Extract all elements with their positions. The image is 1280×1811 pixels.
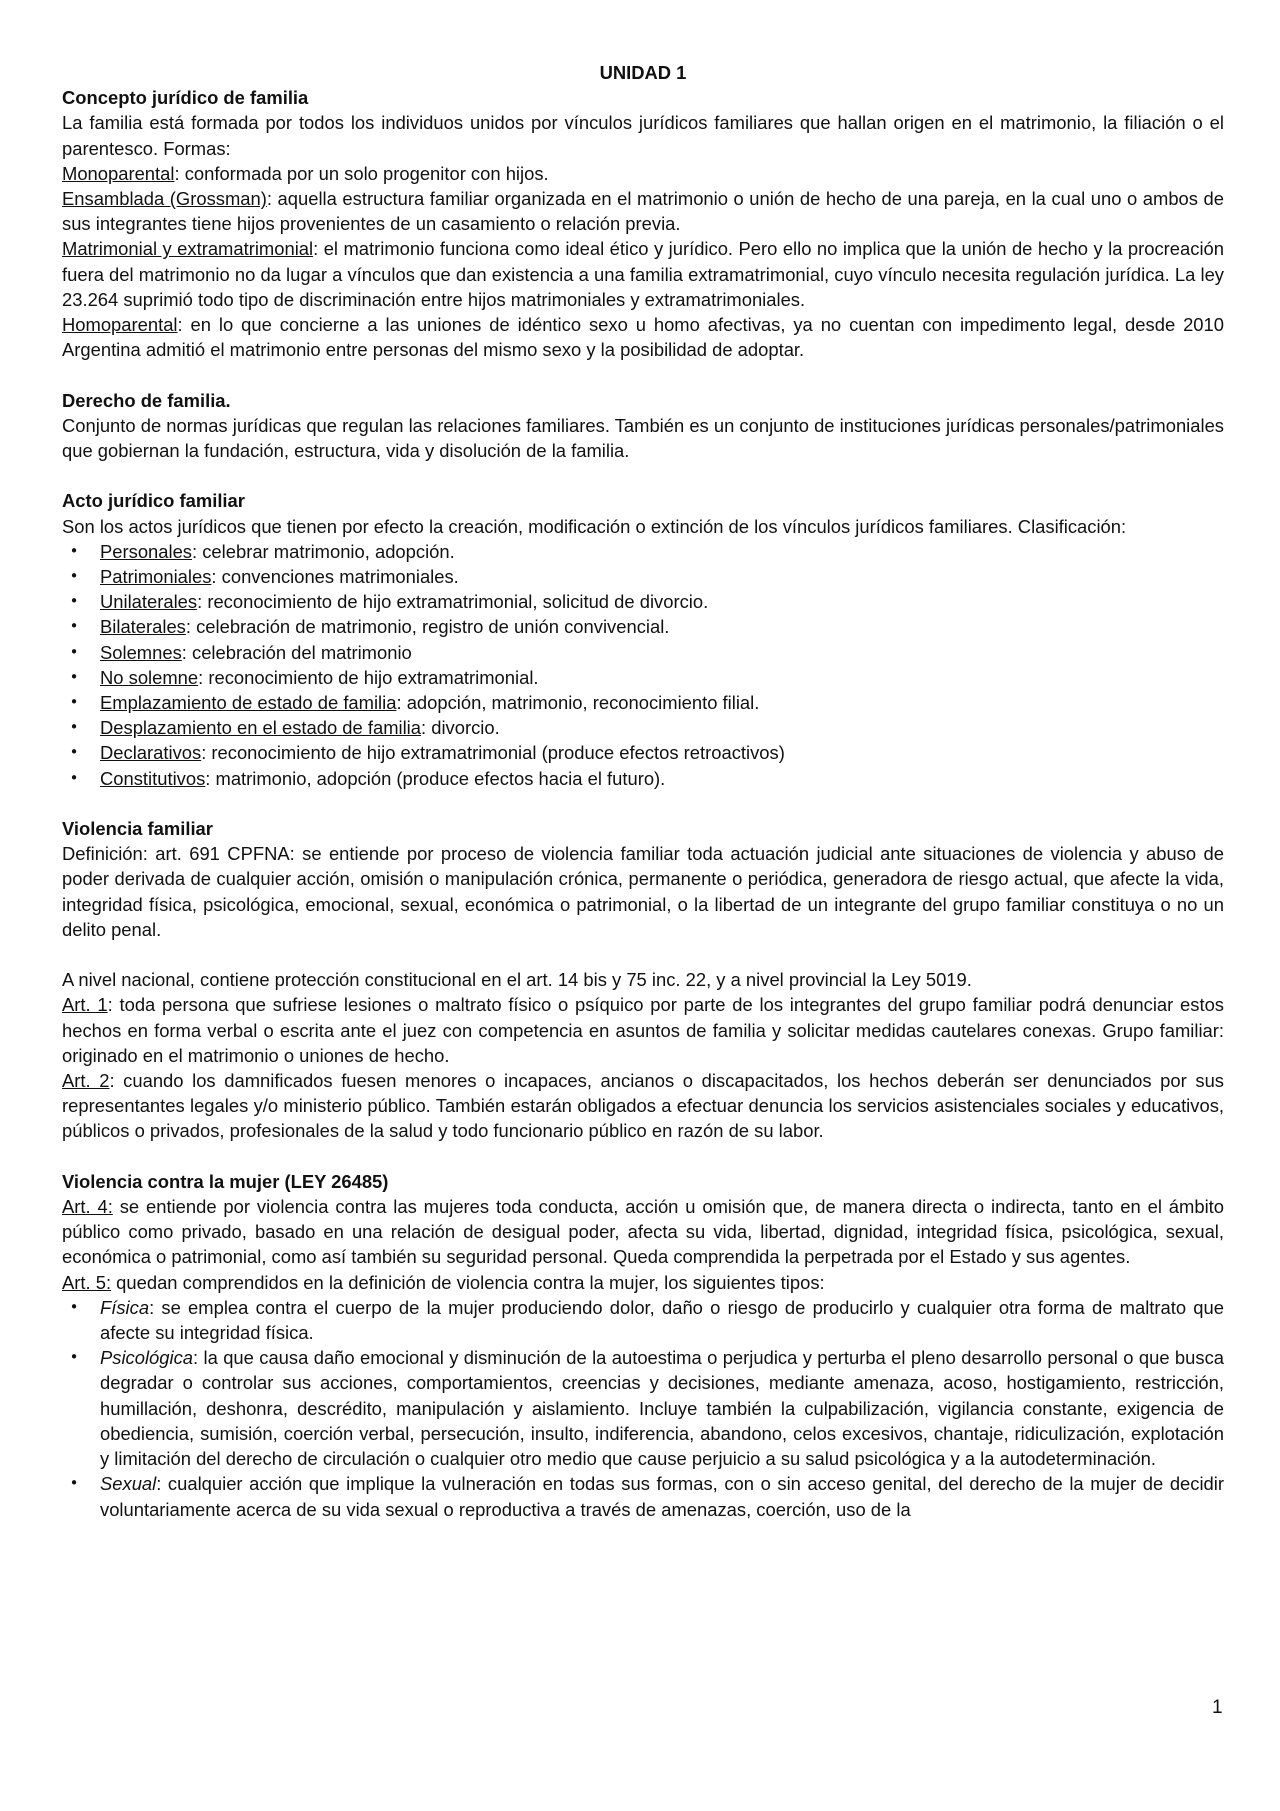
bullet-icon: • xyxy=(69,667,79,686)
definition-text: : el matrimonio funciona como ideal ético y jurídico. Pero ello no implica que la unión de hecho y la procreación fuera del matrimonio no da lugar a vínculos que dan existencia a una familia extramatrimonial, cuyo vínculo necesita regulación jurídica. La ley 23.264 suprimió todo tipo de discriminación entre hijos matrimoniales y extramatrimoniales. xyxy=(62,238,1224,310)
list-item-term: Emplazamiento de estado de familia xyxy=(100,692,397,714)
definition-homoparental xyxy=(62,312,1224,362)
list-item-text: : celebración de matrimonio, registro de unión convivencial. xyxy=(185,616,670,638)
paragraph-derecho-familia: Conjunto de normas jurídicas que regulan las relaciones familiares. También es un conjunto de instituciones jurídicas personales/patrimoniales que gobiernan la fundación, estructura, vida y disolución de la familia. xyxy=(62,414,1224,462)
list-item xyxy=(62,589,1224,614)
list-item xyxy=(62,715,1224,740)
heading-violencia-familiar: Violencia familiar xyxy=(62,818,213,840)
heading-concepto-juridico: Concepto jurídico de familia xyxy=(62,87,309,109)
article-label: Art. 1 xyxy=(62,994,108,1016)
list-item xyxy=(62,665,1224,690)
list-item-term: Física xyxy=(100,1296,150,1318)
term-ensamblada: Ensamblada (Grossman) xyxy=(62,188,267,210)
spacer xyxy=(62,791,1224,816)
list-item-term: Desplazamiento en el estado de familia xyxy=(100,717,422,739)
list-item-text: : convenciones matrimoniales. xyxy=(211,566,459,588)
list-item-term: Personales xyxy=(100,540,193,562)
list-item-term: No solemne xyxy=(100,666,199,688)
paragraph-nivel-nacional: A nivel nacional, contiene protección constitucional en el art. 14 bis y 75 inc. 22, y a nivel provincial la Ley 5019. xyxy=(62,969,972,991)
list-item-text: : celebración del matrimonio xyxy=(181,641,412,663)
list-item xyxy=(62,740,1224,765)
spacer xyxy=(62,362,1224,387)
document-page xyxy=(62,60,1224,1522)
paragraph-art-4 xyxy=(62,1194,1224,1270)
paragraph-definicion: Definición: art. 691 CPFNA: se entiende por proceso de violencia familiar toda actuación judicial ante situaciones de violencia y abuso de poder derivada de cualquier acción, omisión o manipulación crónica, permanente o periódica, generadora de riesgo actual, que afecte la vida, integridad física, psicológica, emocional, sexual, económica o patrimonial, o la libertad de un integrante del grupo familiar constituya o no un delito penal. xyxy=(62,843,1224,940)
list-item-text: : cualquier acción que implique la vulneración en todas sus formas, con o sin acceso genital, del derecho de la mujer de decidir voluntariamente acerca de su vida sexual o reproductiva a través de amenazas, coerción, uso de la xyxy=(100,1473,1224,1520)
term-matrimonial: Matrimonial y extramatrimonial xyxy=(62,238,314,260)
violence-types-list xyxy=(62,1295,1224,1522)
bullet-icon: • xyxy=(69,1474,79,1493)
article-text: : toda persona que sufriese lesiones o maltrato físico o psíquico por parte de los integrantes del grupo familiar podrá denunciar estos hechos en forma verbal o escrita ante el juez con competencia en asuntos de familia y solicitar medidas cautelares conexas. Grupo familiar: originado en el matrimonio o uniones de hecho. xyxy=(62,994,1224,1066)
bullet-icon: • xyxy=(69,768,79,787)
spacer xyxy=(62,1144,1224,1169)
list-item-text: : divorcio. xyxy=(421,717,500,739)
definition-matrimonial xyxy=(62,236,1224,312)
definition-monoparental xyxy=(62,161,1224,186)
list-item xyxy=(62,1471,1224,1521)
definition-text: : en lo que concierne a las uniones de idéntico sexo u homo afectivas, ya no cuentan con impedimento legal, desde 2010 Argentina admitió el matrimonio entre personas del mismo sexo y la posibilidad de adoptar. xyxy=(62,314,1224,361)
list-item-term: Constitutivos xyxy=(100,767,206,789)
article-text: quedan comprendidos en la definición de violencia contra la mujer, los siguientes tipos: xyxy=(111,1271,825,1293)
list-item xyxy=(62,539,1224,564)
list-item-term: Bilaterales xyxy=(100,616,186,638)
paragraph-art-1 xyxy=(62,992,1224,1068)
term-monoparental: Monoparental xyxy=(62,162,175,184)
paragraph-art-2 xyxy=(62,1068,1224,1144)
list-item-text: : matrimonio, adopción (produce efectos hacia el futuro). xyxy=(205,767,666,789)
definition-ensamblada xyxy=(62,186,1224,236)
paragraph-art-5 xyxy=(62,1270,1224,1295)
list-item-term: Solemnes xyxy=(100,641,182,663)
list-item-text: : reconocimiento de hijo extramatrimonial. xyxy=(198,666,539,688)
article-label: Art. 4: xyxy=(62,1196,113,1218)
bullet-icon: • xyxy=(69,718,79,737)
list-item xyxy=(62,614,1224,639)
list-item-term: Declarativos xyxy=(100,742,202,764)
list-item-term: Unilaterales xyxy=(100,591,198,613)
list-item-text: : se emplea contra el cuerpo de la mujer produciendo dolor, daño o riesgo de producirlo y cualquier otra forma de maltrato que afecte su integridad física. xyxy=(100,1296,1224,1344)
list-item xyxy=(62,1295,1224,1345)
page-number: 1 xyxy=(1212,1697,1223,1718)
spacer xyxy=(62,463,1224,488)
classification-list xyxy=(62,539,1224,791)
list-item xyxy=(62,766,1224,791)
definition-text: : conformada por un solo progenitor con hijos. xyxy=(174,162,549,184)
list-item xyxy=(62,1345,1224,1471)
article-text: se entiende por violencia contra las mujeres toda conducta, acción u omisión que, de manera directa o indirecta, tanto en el ámbito público como privado, basado en una relación de desigual poder, afecta su vida, libertad, dignidad, integridad física, psicológica, sexual, económica o patrimonial, como así también su seguridad personal. Queda comprendida la perpetrada por el Estado y sus agentes. xyxy=(62,1196,1224,1268)
list-item xyxy=(62,564,1224,589)
paragraph-acto-intro: Son los actos jurídicos que tienen por efecto la creación, modificación o extinción de los vínculos jurídicos familiares. Clasificación: xyxy=(62,515,1127,537)
bullet-icon: • xyxy=(69,1297,79,1316)
bullet-icon: • xyxy=(69,743,79,762)
bullet-icon: • xyxy=(69,567,79,586)
page-title: UNIDAD 1 xyxy=(599,62,687,83)
heading-violencia-mujer: Violencia contra la mujer (LEY 26485) xyxy=(62,1170,389,1192)
list-item-term: Sexual xyxy=(100,1473,157,1495)
list-item xyxy=(62,690,1224,715)
article-text: : cuando los damnificados fuesen menores o incapaces, ancianos o discapacitados, los hechos deberán ser denunciados por sus representantes legales y/o ministerio público. También estarán obligados a efectuar denuncia los servicios asistenciales sociales y educativos, públicos o privados, profesionales de la salud y todo funcionario público en razón de su labor. xyxy=(62,1070,1224,1142)
heading-derecho-familia: Derecho de familia. xyxy=(62,389,231,411)
bullet-icon: • xyxy=(69,592,79,611)
definition-text: : aquella estructura familiar organizada en el matrimonio o unión de hecho de una pareja, en la cual uno o ambos de sus integrantes tiene hijos provenientes de un casamiento o relación previa. xyxy=(62,188,1224,235)
list-item-text: : adopción, matrimonio, reconocimiento filial. xyxy=(396,692,760,714)
term-homoparental: Homoparental xyxy=(62,314,178,336)
bullet-icon: • xyxy=(69,617,79,636)
list-item-term: Patrimoniales xyxy=(100,566,212,588)
heading-acto-juridico: Acto jurídico familiar xyxy=(62,490,245,512)
bullet-icon: • xyxy=(69,642,79,661)
list-item-text: : reconocimiento de hijo extramatrimonial (produce efectos retroactivos) xyxy=(201,742,785,764)
list-item-term: Psicológica xyxy=(100,1347,194,1369)
article-label: Art. 2 xyxy=(62,1070,110,1092)
article-label: Art. 5: xyxy=(62,1271,112,1293)
list-item-text: : celebrar matrimonio, adopción. xyxy=(192,540,455,562)
list-item xyxy=(62,640,1224,665)
list-item-text: : reconocimiento de hijo extramatrimonial, solicitud de divorcio. xyxy=(197,591,709,613)
paragraph-familia-intro: La familia está formada por todos los individuos unidos por vínculos jurídicos familiares que hallan origen en el matrimonio, la filiación o el parentesco. Formas: xyxy=(62,112,1224,159)
bullet-icon: • xyxy=(69,1348,79,1367)
list-item-text: : la que causa daño emocional y disminución de la autoestima o perjudica y perturba el pleno desarrollo personal o que busca degradar o controlar sus acciones, comportamientos, creencias y decisiones, mediante amenaza, acoso, hostigamiento, restricción, humillación, deshonra, descrédito, manipulación y aislamiento. Incluye también la culpabilización, vigilancia constante, exigencia de obediencia, sumisión, coerción verbal, persecución, insulto, indiferencia, abandono, celos excesivos, chantaje, ridiculización, explotación y limitación del derecho de circulación o cualquier otro medio que cause perjuicio a su salud psicológica y a la autodeterminación. xyxy=(100,1347,1224,1470)
bullet-icon: • xyxy=(69,541,79,560)
bullet-icon: • xyxy=(69,693,79,712)
spacer xyxy=(62,942,1224,967)
